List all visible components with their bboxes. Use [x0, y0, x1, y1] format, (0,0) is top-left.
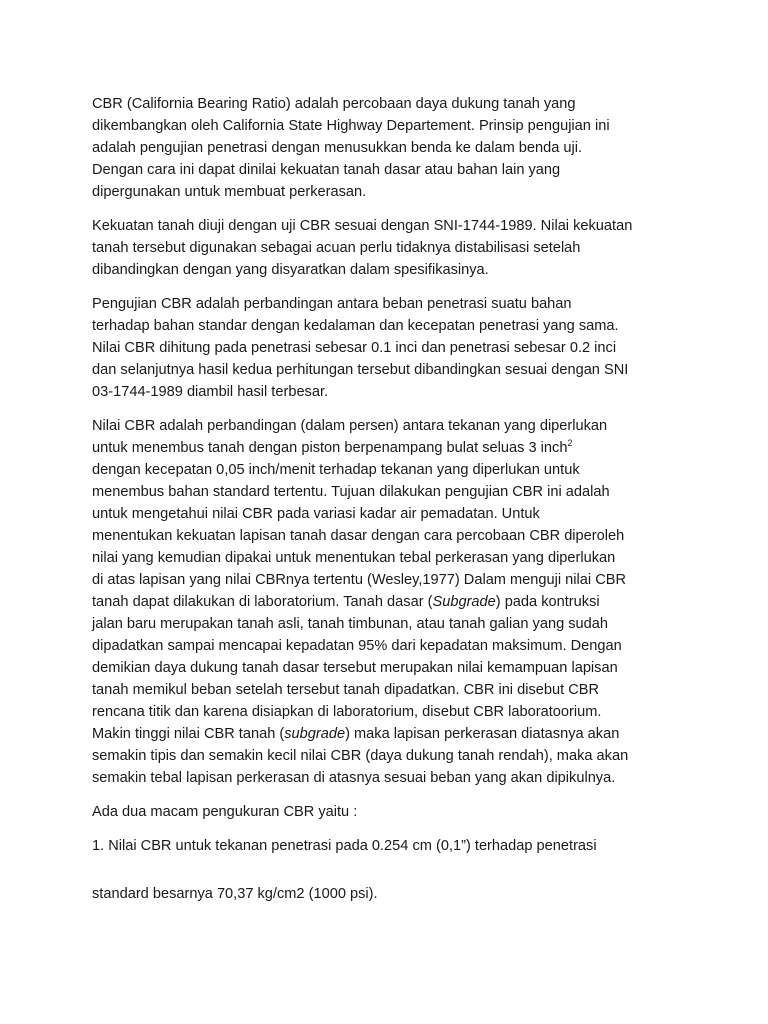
text-line: rencana titik dan karena disiapkan di laboratorium, disebut CBR laboratoorium. — [92, 704, 602, 720]
italic-term: subgrade — [284, 726, 346, 742]
text-line: standard besarnya 70,37 kg/cm2 (1000 psi). — [92, 886, 378, 902]
text-line: adalah pengujian penetrasi dengan menusukkan benda ke dalam benda uji. — [92, 140, 583, 156]
text-line: menembus bahan standard tertentu. Tujuan dilakukan pengujian CBR ini adalah — [92, 484, 610, 500]
paragraph-cbr-definition — [92, 93, 692, 203]
text-line-with-italic — [92, 723, 692, 745]
text-line: semakin tebal lapisan perkerasan di atasnya sesuai beban yang akan dipikulnya. — [92, 770, 616, 786]
text-line: tanah memikul beban setelah tersebut tanah dipadatkan. CBR ini disebut CBR — [92, 682, 600, 698]
paragraph-measurement-intro — [92, 801, 692, 823]
text-line: nilai yang kemudian dipakai untuk menentukan tebal perkerasan yang diperlukan — [92, 550, 616, 566]
text-line: dikembangkan oleh California State Highway Departement. Prinsip pengujian ini — [92, 118, 610, 134]
text-line-with-italic — [92, 591, 692, 613]
text-line: terhadap bahan standar dengan kedalaman dan kecepatan penetrasi yang sama. — [92, 318, 619, 334]
text-line: 1. Nilai CBR untuk tekanan penetrasi pada 0.254 cm (0,1”) terhadap penetrasi — [92, 838, 597, 854]
text-line: di atas lapisan yang nilai CBRnya tertentu (Wesley,1977) Dalam menguji nilai CBR — [92, 572, 627, 588]
text-line: CBR (California Bearing Ratio) adalah percobaan daya dukung tanah yang — [92, 96, 576, 112]
text-line: Nilai CBR adalah perbandingan (dalam persen) antara tekanan yang diperlukan — [92, 418, 608, 434]
text-line: Dengan cara ini dapat dinilai kekuatan tanah dasar atau bahan lain yang — [92, 162, 561, 178]
text-line: demikian daya dukung tanah dasar tersebut merupakan nilai kemampuan lapisan — [92, 660, 618, 676]
paragraph-cbr-testing — [92, 293, 692, 403]
text-line: dipadatkan sampai mencapai kepadatan 95% dari kepadatan maksimum. Dengan — [92, 638, 622, 654]
text-line: dibandingkan dengan yang disyaratkan dalam spesifikasinya. — [92, 262, 489, 278]
text-line: jalan baru merupakan tanah asli, tanah timbunan, atau tanah galian yang sudah — [92, 616, 609, 632]
text-line: menentukan kekuatan lapisan tanah dasar dengan cara percobaan CBR diperoleh — [92, 528, 625, 544]
text-line: semakin tipis dan semakin kecil nilai CBR (daya dukung tanah rendah), maka akan — [92, 748, 629, 764]
italic-term: Subgrade — [432, 594, 496, 610]
text-line: Kekuatan tanah diuji dengan uji CBR sesuai dengan SNI-1744-1989. Nilai kekuatan — [92, 218, 633, 234]
text-segment: untuk menembus tanah dengan piston berpenampang bulat seluas 3 inch — [92, 440, 568, 456]
text-line: Ada dua macam pengukuran CBR yaitu : — [92, 804, 358, 820]
superscript: 2 — [567, 438, 573, 448]
text-segment: Makin tinggi nilai CBR tanah ( — [92, 726, 285, 742]
text-line: dipergunakan untuk membuat perkerasan. — [92, 184, 367, 200]
list-item-1 — [92, 835, 692, 857]
text-line: tanah tersebut digunakan sebagai acuan perlu tidaknya distabilisasi setelah — [92, 240, 581, 256]
text-segment: tanah dapat dilakukan di laboratorium. Tanah dasar ( — [92, 594, 433, 610]
document-page — [92, 93, 692, 917]
text-line: Pengujian CBR adalah perbandingan antara beban penetrasi suatu bahan — [92, 296, 572, 312]
text-line-with-superscript — [92, 437, 692, 459]
text-line: untuk mengetahui nilai CBR pada variasi kadar air pemadatan. Untuk — [92, 506, 540, 522]
text-line: dengan kecepatan 0,05 inch/menit terhadap tekanan yang diperlukan untuk — [92, 462, 580, 478]
text-line: 03-1744-1989 diambil hasil terbesar. — [92, 384, 329, 400]
paragraph-soil-strength — [92, 215, 692, 281]
paragraph-cbr-value — [92, 415, 692, 789]
paragraph-standard-value — [92, 883, 692, 905]
text-line: dan selanjutnya hasil kedua perhitungan tersebut dibandingkan sesuai dengan SNI — [92, 362, 629, 378]
text-segment: ) maka lapisan perkerasan diatasnya akan — [345, 726, 620, 742]
text-segment: ) pada kontruksi — [495, 594, 600, 610]
text-line: Nilai CBR dihitung pada penetrasi sebesar 0.1 inci dan penetrasi sebesar 0.2 inci — [92, 340, 617, 356]
